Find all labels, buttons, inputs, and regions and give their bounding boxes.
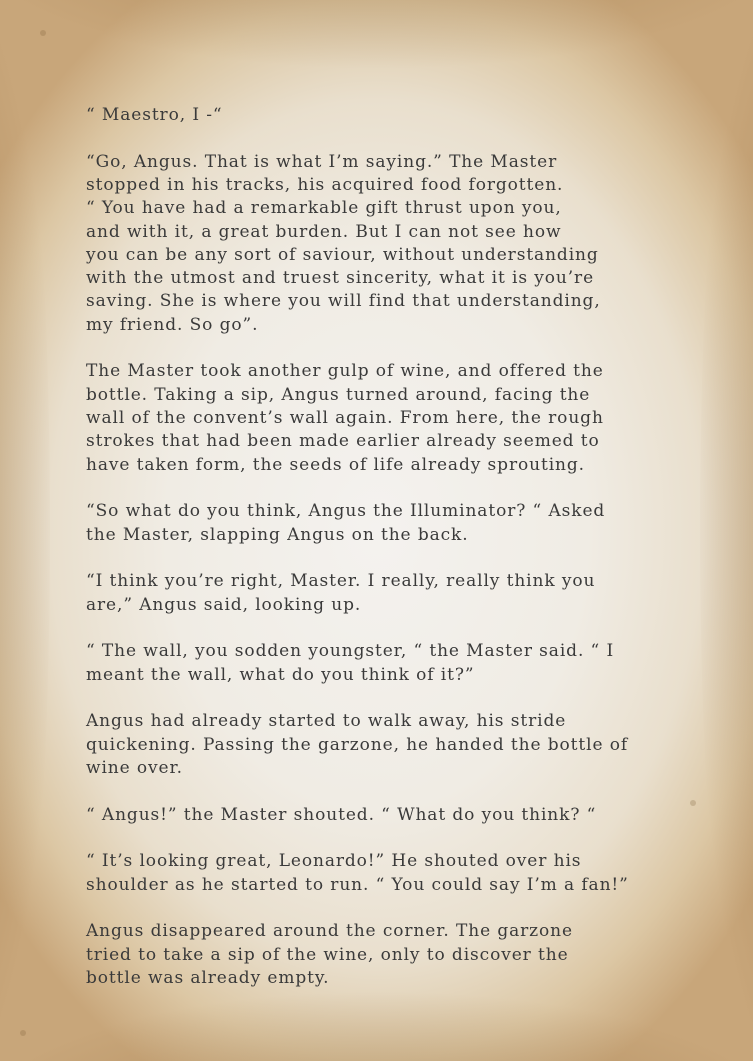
top-edge-stain	[0, 0, 753, 70]
text-line: are,” Angus said, looking up.	[86, 594, 362, 615]
text-line: with the utmost and truest sincerity, what it is you’re	[86, 268, 595, 289]
text-line: bottle was already empty.	[86, 967, 330, 988]
text-line: shoulder as he started to run. “ You could say I’m a fan!”	[86, 874, 629, 895]
paragraph	[86, 104, 686, 127]
text-line: the Master, slapping Angus on the back.	[86, 524, 469, 545]
text-line: strokes that had been made earlier already seemed to	[86, 431, 600, 452]
text-line: “Go, Angus. That is what I’m saying.” The Master	[86, 151, 558, 172]
paragraph	[86, 500, 686, 547]
text-line: “ Angus!” the Master shouted. “ What do you think? “	[86, 804, 597, 825]
paragraph	[86, 570, 686, 617]
paragraph	[86, 804, 686, 827]
text-line: you can be any sort of saviour, without understanding	[86, 244, 599, 265]
right-edge-stain	[700, 0, 753, 1061]
text-line: Angus had already started to walk away, his stride	[86, 711, 567, 732]
text-line: quickening. Passing the garzone, he handed the bottle of	[86, 734, 629, 755]
text-line: tried to take a sip of the wine, only to discover the	[86, 944, 569, 965]
text-line: and with it, a great burden. But I can not see how	[86, 221, 562, 242]
paper-speck	[20, 1030, 26, 1036]
text-line: Angus disappeared around the corner. The garzone	[86, 921, 573, 942]
text-line: bottle. Taking a sip, Angus turned around, facing the	[86, 384, 591, 405]
text-line: wall of the convent’s wall again. From here, the rough	[86, 408, 604, 429]
paragraph	[86, 151, 686, 337]
paragraph	[86, 360, 686, 476]
paragraph	[86, 640, 686, 687]
text-line: “ It’s looking great, Leonardo!” He shouted over his	[86, 851, 582, 872]
paragraph	[86, 850, 686, 897]
text-line: “ The wall, you sodden youngster, “ the Master said. “ I	[86, 641, 615, 662]
paper-speck	[40, 30, 46, 36]
text-line: “So what do you think, Angus the Illuminator? “ Asked	[86, 501, 606, 522]
paragraph	[86, 920, 686, 990]
text-line: “ Maestro, I -“	[86, 105, 223, 125]
text-line: “ You have had a remarkable gift thrust upon you,	[86, 198, 562, 219]
text-line: stopped in his tracks, his acquired food forgotten.	[86, 174, 564, 195]
text-line: my friend. So go”.	[86, 314, 259, 335]
text-line: The Master took another gulp of wine, and offered the	[86, 361, 604, 382]
text-line: have taken form, the seeds of life already sprouting.	[86, 454, 585, 475]
paper-speck	[690, 800, 696, 806]
text-line: saving. She is where you will find that understanding,	[86, 291, 601, 312]
text-line: wine over.	[86, 757, 183, 778]
story-text	[86, 104, 686, 1014]
text-line: meant the wall, what do you think of it?”	[86, 664, 475, 685]
text-line: “I think you’re right, Master. I really, really think you	[86, 571, 596, 592]
left-edge-stain	[0, 0, 50, 1061]
paragraph	[86, 710, 686, 780]
